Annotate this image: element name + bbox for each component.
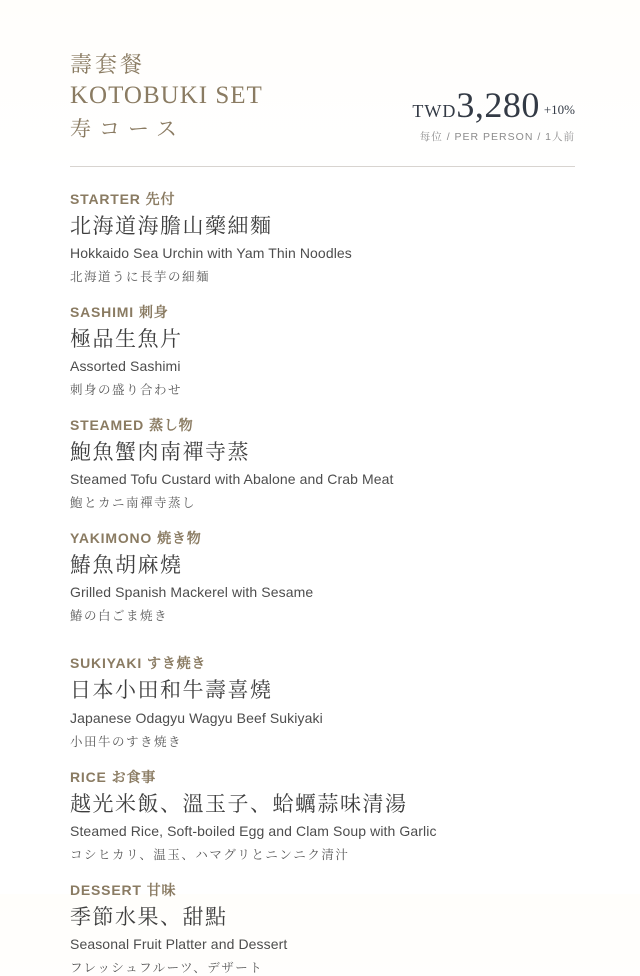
menu-section [70, 189, 575, 285]
menu-section [70, 767, 575, 863]
course-name-local: 刺身 [138, 303, 169, 320]
menu-title-block [70, 50, 263, 146]
course-name-en: SASHIMI [70, 303, 134, 320]
dish-name: 越光米飯、溫玉子、蛤蠣蒜味清湯 [70, 792, 408, 816]
dish-name: 極品生魚片 [70, 327, 183, 351]
menu-title-chinese: 壽套餐 [70, 52, 146, 77]
dish-name: 季節水果、甜點 [70, 905, 228, 929]
menu-sections [70, 189, 575, 976]
header-divider [70, 166, 575, 167]
menu-title-english: KOTOBUKI SET [70, 81, 263, 109]
dish-description-ja: 鮑とカニ南禪寺蒸し [70, 496, 197, 511]
dish-description-ja: 小田牛のすき焼き [70, 734, 183, 749]
price-currency: TWD [412, 100, 457, 121]
course-header [70, 415, 575, 435]
course-name-local: 蒸し物 [149, 417, 194, 434]
menu-header [70, 50, 575, 166]
course-name-local: 先付 [145, 190, 176, 207]
per-person-note: 每位 / PER PERSON / 1人前 [419, 130, 575, 143]
course-header [70, 767, 575, 787]
dish-description-en: Seasonal Fruit Platter and Dessert [70, 936, 288, 952]
course-header [70, 189, 575, 209]
menu-section [70, 302, 575, 398]
dish-description-ja: コシヒカリ、温玉、ハマグリとニンニク清汁 [70, 847, 350, 862]
menu-section [70, 653, 575, 749]
dish-description-ja: 鰆の白ごま焼き [70, 609, 169, 624]
menu-section [70, 528, 575, 624]
course-name-local: 焼き物 [157, 530, 202, 547]
price-amount: 3,280 [456, 84, 540, 125]
menu-section [70, 415, 575, 511]
course-name-en: DESSERT [70, 881, 142, 898]
dish-description-en: Grilled Spanish Mackerel with Sesame [70, 584, 314, 601]
course-name-en: SUKIYAKI [70, 655, 143, 672]
course-header [70, 653, 575, 673]
price-block [412, 84, 575, 144]
course-name-en: STARTER [70, 190, 141, 207]
price-surcharge: +10% [543, 101, 575, 117]
dish-description-en: Steamed Tofu Custard with Abalone and Crab Meat [70, 471, 394, 488]
dish-description-en: Hokkaido Sea Urchin with Yam Thin Noodles [70, 244, 352, 261]
course-name-local: すき焼き [147, 655, 207, 672]
dish-description-en: Japanese Odagyu Wagyu Beef Sukiyaki [70, 709, 323, 726]
course-name-en: STEAMED [70, 417, 145, 434]
course-name-local: 甘味 [146, 881, 177, 898]
course-name-en: RICE [70, 768, 107, 785]
price-line [412, 84, 575, 125]
dish-name: 北海道海膽山藥細麵 [70, 214, 273, 238]
menu-title-japanese: 寿コース [70, 117, 185, 142]
course-name-local: お食事 [111, 768, 157, 785]
dish-description-ja: フレッシュフルーツ、デザート [70, 961, 264, 975]
dish-name: 鮑魚蟹肉南禪寺蒸 [70, 441, 250, 465]
dish-description-en: Assorted Sashimi [70, 358, 181, 375]
course-header [70, 880, 575, 900]
dish-name: 鰆魚胡麻燒 [70, 554, 183, 578]
course-header [70, 302, 575, 322]
dish-description-en: Steamed Rice, Soft-boiled Egg and Clam Soup with Garlic [70, 822, 437, 839]
menu-section [70, 880, 575, 976]
dish-description-ja: 刺身の盛り合わせ [70, 383, 183, 398]
dish-description-ja: 北海道うに長芋の細麺 [70, 269, 211, 284]
course-name-en: YAKIMONO [70, 530, 153, 547]
dish-name: 日本小田和牛壽喜燒 [70, 679, 273, 703]
course-header [70, 528, 575, 548]
